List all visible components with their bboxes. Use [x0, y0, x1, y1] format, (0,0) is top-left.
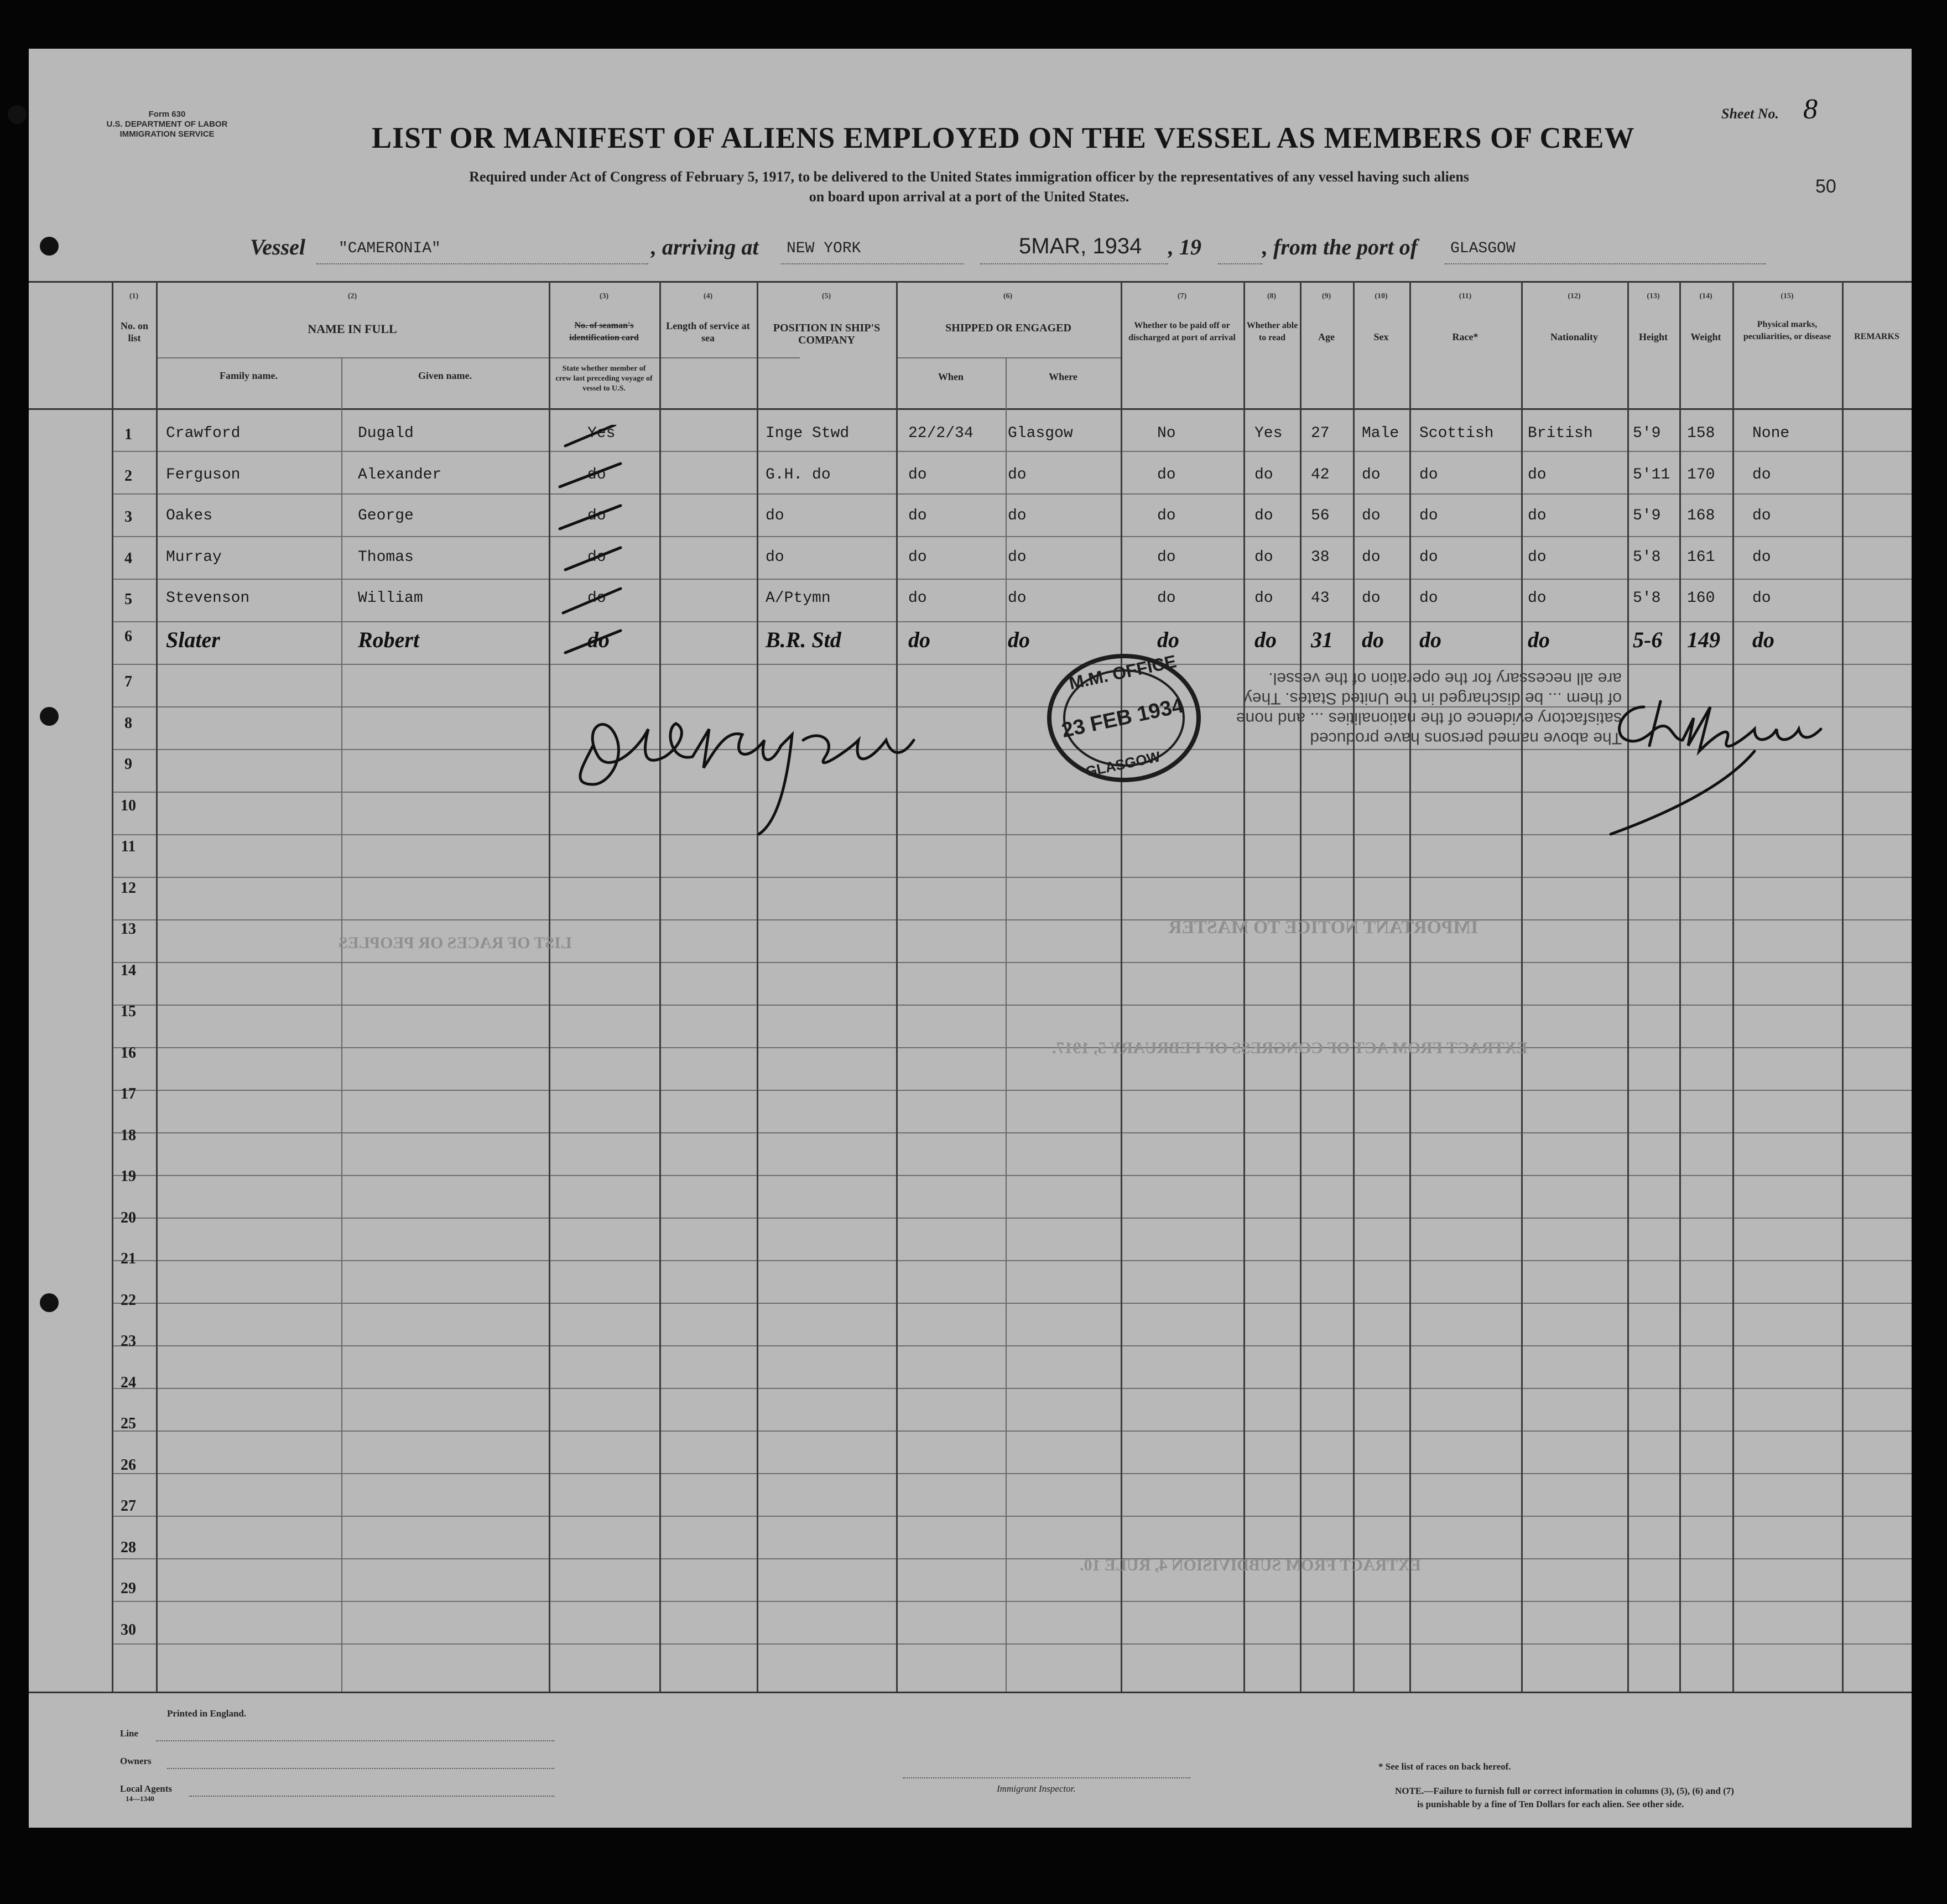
header-able-to-read: Whether able to read	[1246, 321, 1298, 342]
row-line	[112, 1345, 1912, 1346]
row-number: 16	[121, 1044, 136, 1062]
penalty-note-line-1: NOTE.—Failure to furnish full or correct information in columns (3), (5), (6) and (7)	[1395, 1786, 1734, 1796]
header-where: Where	[1049, 371, 1077, 382]
mirrored-stamp-text: The above named persons have produced satisfactory evidence of the nationalities ... and none of them ... be discharged in the United States. They are all necessary for the operation of the vessel.	[1236, 669, 1622, 747]
header-mid-rule	[896, 357, 1121, 358]
col-number: (5)	[821, 292, 831, 300]
height-cell: 5'9	[1633, 507, 1661, 524]
row-number: 8	[124, 714, 132, 732]
shipped-when-cell: 22/2/34	[908, 425, 974, 442]
weight-cell: 160	[1687, 590, 1715, 607]
physical-marks-cell: None	[1752, 425, 1790, 442]
race-cell: do	[1419, 548, 1438, 566]
col-divider	[341, 357, 342, 1692]
shipped-when-cell: do	[908, 466, 927, 483]
row-line	[112, 493, 1912, 495]
row-line	[112, 1430, 1912, 1432]
col-divider	[156, 281, 158, 1692]
col-number: (9)	[1321, 292, 1331, 300]
row-line	[112, 877, 1912, 878]
from-port-line	[1445, 263, 1766, 264]
header-paid-off: Whether to be paid off or discharged at port of arrival	[1128, 321, 1236, 342]
position-cell: A/Ptymn	[766, 590, 831, 607]
row-number: 29	[121, 1580, 136, 1597]
age-cell: 27	[1311, 425, 1330, 442]
shipped-where-cell: do	[1008, 466, 1027, 483]
header-family-name: Family name.	[220, 370, 278, 381]
physical-marks-cell: do	[1752, 466, 1771, 483]
race-cell: do	[1419, 590, 1438, 607]
vessel-label: Vessel	[250, 235, 305, 259]
row-number: 11	[121, 838, 136, 855]
able-to-read-cell: do	[1254, 627, 1277, 652]
row-number: 7	[124, 673, 132, 690]
row-number: 10	[121, 797, 136, 814]
owners-label: Owners	[120, 1756, 152, 1766]
sex-cell: do	[1362, 627, 1384, 652]
col-divider	[112, 281, 113, 1692]
paid-off-cell: do	[1157, 627, 1179, 652]
row-number: 3	[124, 508, 132, 526]
previous-voyage-cell: do	[587, 627, 610, 652]
col-divider	[1300, 281, 1302, 1692]
col-number: (10)	[1375, 292, 1388, 300]
weight-cell: 161	[1687, 548, 1715, 566]
row-number: 30	[121, 1621, 136, 1638]
paid-off-cell: do	[1157, 590, 1176, 607]
binder-hole	[8, 105, 27, 124]
header-length-service: Length of service at sea	[666, 320, 750, 344]
row-number: 13	[121, 920, 136, 938]
header-name-in-full: NAME IN FULL	[308, 322, 397, 336]
row-line	[112, 1601, 1912, 1602]
header-mid-rule	[156, 357, 800, 358]
col-number: (12)	[1568, 292, 1581, 300]
row-number: 26	[121, 1456, 136, 1474]
header-age: Age	[1318, 331, 1335, 342]
col-number: (2)	[347, 292, 357, 300]
local-agents-label: Local Agents	[120, 1783, 172, 1794]
shipped-where-cell: do	[1008, 590, 1027, 607]
header-sex: Sex	[1373, 331, 1389, 342]
races-footnote: * See list of races on back hereof.	[1378, 1761, 1511, 1772]
previous-voyage-cell: Yes	[587, 425, 616, 442]
row-number: 21	[121, 1250, 136, 1267]
shipped-when-cell: do	[908, 590, 927, 607]
given-name-cell: George	[358, 507, 414, 524]
row-number: 24	[121, 1374, 136, 1391]
col-divider	[896, 281, 898, 1692]
year-label: , 19	[1168, 235, 1201, 259]
header-physical-marks: Physical marks, peculiarities, or disease	[1743, 320, 1831, 341]
owners-field	[167, 1768, 554, 1769]
row-number: 20	[121, 1209, 136, 1226]
department-name: U.S. DEPARTMENT OF LABOR	[106, 119, 228, 129]
stamp-bottom-text: GLASGOW	[1084, 748, 1162, 781]
col-number: (3)	[599, 292, 609, 300]
inspector-signature	[560, 679, 947, 845]
row-line	[112, 1218, 1912, 1219]
age-cell: 43	[1311, 590, 1330, 607]
local-agents-field	[189, 1796, 554, 1797]
ghost-races-list: LIST OF RACES OR PEOPLES	[339, 934, 572, 952]
ghost-extract-rule: EXTRACT FROM SUBDIVISION 4, RULE 10.	[1080, 1556, 1422, 1574]
table-top-rule	[29, 281, 1912, 283]
position-cell: B.R. Std	[766, 627, 841, 652]
sheet-number-label: Sheet No.	[1721, 106, 1779, 122]
row-line	[112, 1175, 1912, 1176]
binder-hole	[40, 1293, 59, 1312]
shipped-when-cell: do	[908, 627, 930, 652]
sex-cell: do	[1362, 466, 1381, 483]
arriving-port-line	[781, 263, 964, 264]
paid-off-cell: do	[1157, 466, 1176, 483]
row-line	[112, 1643, 1912, 1645]
given-name-cell: Thomas	[358, 548, 414, 566]
col-divider	[1121, 281, 1122, 1692]
age-cell: 31	[1311, 627, 1333, 652]
arrival-date-line	[980, 263, 1168, 264]
penalty-note-line-2: is punishable by a fine of Ten Dollars for each alien. See other side.	[1417, 1799, 1684, 1809]
header-height: Height	[1639, 331, 1668, 342]
from-port: GLASGOW	[1450, 240, 1516, 257]
col-number: (14)	[1699, 292, 1712, 300]
arriving-label: , arriving at	[651, 235, 759, 259]
weight-cell: 149	[1687, 627, 1720, 652]
binder-hole	[40, 707, 59, 726]
header-card-number: No. of seaman's identification card	[569, 321, 639, 342]
shipped-where-cell: do	[1008, 627, 1030, 652]
manifest-sheet	[29, 49, 1912, 1828]
header-nationality: Nationality	[1550, 331, 1598, 342]
height-cell: 5'8	[1633, 548, 1661, 566]
nationality-cell: do	[1528, 627, 1550, 652]
row-line	[112, 1388, 1912, 1389]
able-to-read-cell: Yes	[1254, 425, 1283, 442]
able-to-read-cell: do	[1254, 507, 1273, 524]
height-cell: 5'9	[1633, 425, 1661, 442]
vessel-name-line	[316, 263, 648, 264]
family-name-cell: Crawford	[166, 425, 241, 442]
paid-off-cell: do	[1157, 507, 1176, 524]
row-line	[112, 451, 1912, 452]
sheet-number-value: 8	[1803, 93, 1818, 125]
age-cell: 56	[1311, 507, 1330, 524]
family-name-cell: Oakes	[166, 507, 213, 524]
previous-voyage-cell: do	[587, 507, 606, 524]
height-cell: 5-6	[1633, 627, 1663, 652]
previous-voyage-cell: do	[587, 548, 606, 566]
row-line	[112, 1303, 1912, 1304]
race-cell: do	[1419, 507, 1438, 524]
table-bottom-rule	[29, 1692, 1912, 1693]
immigrant-inspector-label: Immigrant Inspector.	[997, 1783, 1076, 1794]
physical-marks-cell: do	[1752, 548, 1771, 566]
col-divider	[659, 281, 661, 1692]
position-cell: do	[766, 507, 784, 524]
col-divider	[1732, 281, 1734, 1692]
row-number: 6	[124, 627, 132, 645]
nationality-cell: do	[1528, 548, 1547, 566]
row-number: 2	[124, 467, 132, 485]
position-cell: Inge Stwd	[766, 425, 850, 442]
paid-off-cell: No	[1157, 425, 1176, 442]
header-position: POSITION IN SHIP'S COMPANY	[773, 322, 881, 346]
row-line	[112, 1558, 1912, 1559]
shipped-when-cell: do	[908, 548, 927, 566]
master-signature	[1589, 685, 1854, 840]
race-cell: do	[1419, 627, 1441, 652]
physical-marks-cell: do	[1752, 627, 1774, 652]
header-shipped-engaged: SHIPPED OR ENGAGED	[945, 322, 1071, 334]
paid-off-cell: do	[1157, 548, 1176, 566]
row-number: 5	[124, 591, 132, 608]
row-number: 1	[124, 426, 132, 443]
row-line	[112, 919, 1912, 920]
row-number: 18	[121, 1126, 136, 1144]
shipped-where-cell: do	[1008, 507, 1027, 524]
able-to-read-cell: do	[1254, 466, 1273, 483]
row-number: 22	[121, 1291, 136, 1309]
row-number: 9	[124, 756, 132, 773]
row-line	[112, 1473, 1912, 1474]
shipped-where-cell: do	[1008, 548, 1027, 566]
family-name-cell: Stevenson	[166, 590, 250, 607]
col-number: (13)	[1647, 292, 1660, 300]
header-given-name: Given name.	[418, 370, 472, 381]
form-header-block	[95, 110, 239, 139]
form-number: Form 630	[148, 110, 186, 119]
header-remarks: REMARKS	[1854, 332, 1899, 341]
col-divider	[1842, 281, 1844, 1692]
row-line	[112, 1516, 1912, 1517]
header-no-on-list: No. on list	[121, 320, 149, 344]
col-divider	[757, 281, 758, 1692]
vessel-name: "CAMERONIA"	[339, 240, 441, 257]
row-line	[112, 1047, 1912, 1048]
row-line	[112, 664, 1912, 665]
stamp-top-text: M.M. OFFICE	[1067, 651, 1178, 694]
position-cell: G.H. do	[766, 466, 831, 483]
col-divider	[1243, 281, 1245, 1692]
physical-marks-cell: do	[1752, 590, 1771, 607]
able-to-read-cell: do	[1254, 590, 1273, 607]
sheet-number-block	[1721, 93, 1818, 126]
age-cell: 38	[1311, 548, 1330, 566]
age-cell: 42	[1311, 466, 1330, 483]
sex-cell: do	[1362, 590, 1381, 607]
row-line	[112, 579, 1912, 580]
row-number: 12	[121, 879, 136, 897]
from-port-label: , from the port of	[1262, 235, 1418, 259]
col-number: (6)	[1003, 292, 1013, 300]
binder-hole	[40, 237, 59, 256]
col-divider	[1627, 281, 1629, 1692]
col-divider	[1006, 357, 1007, 1692]
able-to-read-cell: do	[1254, 548, 1273, 566]
row-line	[112, 1005, 1912, 1006]
shipped-where-cell: Glasgow	[1008, 425, 1073, 442]
nationality-cell: do	[1528, 507, 1547, 524]
row-number: 25	[121, 1415, 136, 1432]
col-number: (8)	[1267, 292, 1277, 300]
given-name-cell: Alexander	[358, 466, 442, 483]
row-number: 14	[121, 961, 136, 979]
col-number: (15)	[1781, 292, 1794, 300]
header-bottom-rule	[29, 408, 1912, 410]
service-name: IMMIGRATION SERVICE	[119, 129, 215, 139]
family-name-cell: Slater	[166, 627, 220, 652]
col-divider	[1353, 281, 1355, 1692]
row-line	[112, 536, 1912, 537]
arrival-date: 5MAR, 1934	[1019, 234, 1142, 258]
row-line	[112, 962, 1912, 963]
col-number: (7)	[1177, 292, 1187, 300]
col-number: (1)	[129, 292, 139, 300]
col-divider	[1409, 281, 1411, 1692]
family-name-cell: Ferguson	[166, 466, 241, 483]
mm-office-stamp	[1041, 646, 1207, 790]
height-cell: 5'8	[1633, 590, 1661, 607]
sex-cell: Male	[1362, 425, 1399, 442]
col-number: (11)	[1459, 292, 1472, 300]
family-name-cell: Murray	[166, 548, 222, 566]
col-divider	[1521, 281, 1523, 1692]
ghost-important-notice: IMPORTANT NOTICE TO MASTER	[1168, 917, 1479, 938]
previous-voyage-cell: do	[587, 466, 606, 483]
header-race: Race*	[1452, 331, 1479, 342]
header-weight: Weight	[1690, 331, 1721, 342]
local-agents-code: 14—1340	[126, 1794, 154, 1803]
sex-cell: do	[1362, 507, 1381, 524]
sex-cell: do	[1362, 548, 1381, 566]
nationality-cell: do	[1528, 590, 1547, 607]
row-line	[112, 1260, 1912, 1261]
line-field	[156, 1740, 554, 1741]
sheet-count: 50	[1815, 176, 1836, 197]
page-title: LIST OR MANIFEST OF ALIENS EMPLOYED ON THE VESSEL AS MEMBERS OF CREW	[372, 121, 1635, 154]
row-number: 15	[121, 1003, 136, 1020]
weight-cell: 170	[1687, 466, 1715, 483]
inspector-field	[903, 1777, 1190, 1778]
printed-in-england: Printed in England.	[167, 1708, 247, 1719]
weight-cell: 158	[1687, 425, 1715, 442]
arriving-port: NEW YORK	[787, 240, 861, 257]
given-name-cell: Dugald	[358, 425, 414, 442]
physical-marks-cell: do	[1752, 507, 1771, 524]
subtitle-line-1: Required under Act of Congress of February 5, 1917, to be delivered to the United States immigration officer by the representatives of any vessel having such aliens	[469, 169, 1469, 185]
height-cell: 5'11	[1633, 466, 1670, 483]
row-number: 17	[121, 1085, 136, 1102]
col-divider	[1679, 281, 1681, 1692]
nationality-cell: British	[1528, 425, 1593, 442]
row-line	[112, 1090, 1912, 1091]
row-number: 4	[124, 549, 132, 567]
row-number: 27	[121, 1497, 136, 1515]
weight-cell: 168	[1687, 507, 1715, 524]
race-cell: Scottish	[1419, 425, 1494, 442]
col-number: (4)	[703, 292, 713, 300]
page-subtitle	[236, 167, 1702, 207]
race-cell: do	[1419, 466, 1438, 483]
previous-voyage-cell: do	[587, 590, 606, 607]
stamp-date-text: 23 FEB 1934	[1059, 694, 1186, 743]
line-label: Line	[120, 1728, 139, 1739]
position-cell: do	[766, 548, 784, 566]
shipped-when-cell: do	[908, 507, 927, 524]
check-marks	[538, 425, 648, 712]
header-when: When	[938, 371, 964, 382]
row-line	[112, 621, 1912, 622]
header-state-whether: State whether member of crew last preceding voyage of vessel to U.S.	[555, 365, 653, 393]
nationality-cell: do	[1528, 466, 1547, 483]
row-number: 23	[121, 1333, 136, 1350]
ghost-extract-act: EXTRACT FROM ACT OF CONGRESS OF FEBRUARY 5, 1917.	[1052, 1039, 1528, 1057]
subtitle-line-2: on board upon arrival at a port of the United States.	[809, 189, 1129, 205]
row-line	[112, 1132, 1912, 1133]
given-name-cell: Robert	[358, 627, 420, 652]
year-line	[1218, 263, 1262, 264]
given-name-cell: William	[358, 590, 423, 607]
row-number: 28	[121, 1538, 136, 1556]
row-number: 19	[121, 1168, 136, 1185]
